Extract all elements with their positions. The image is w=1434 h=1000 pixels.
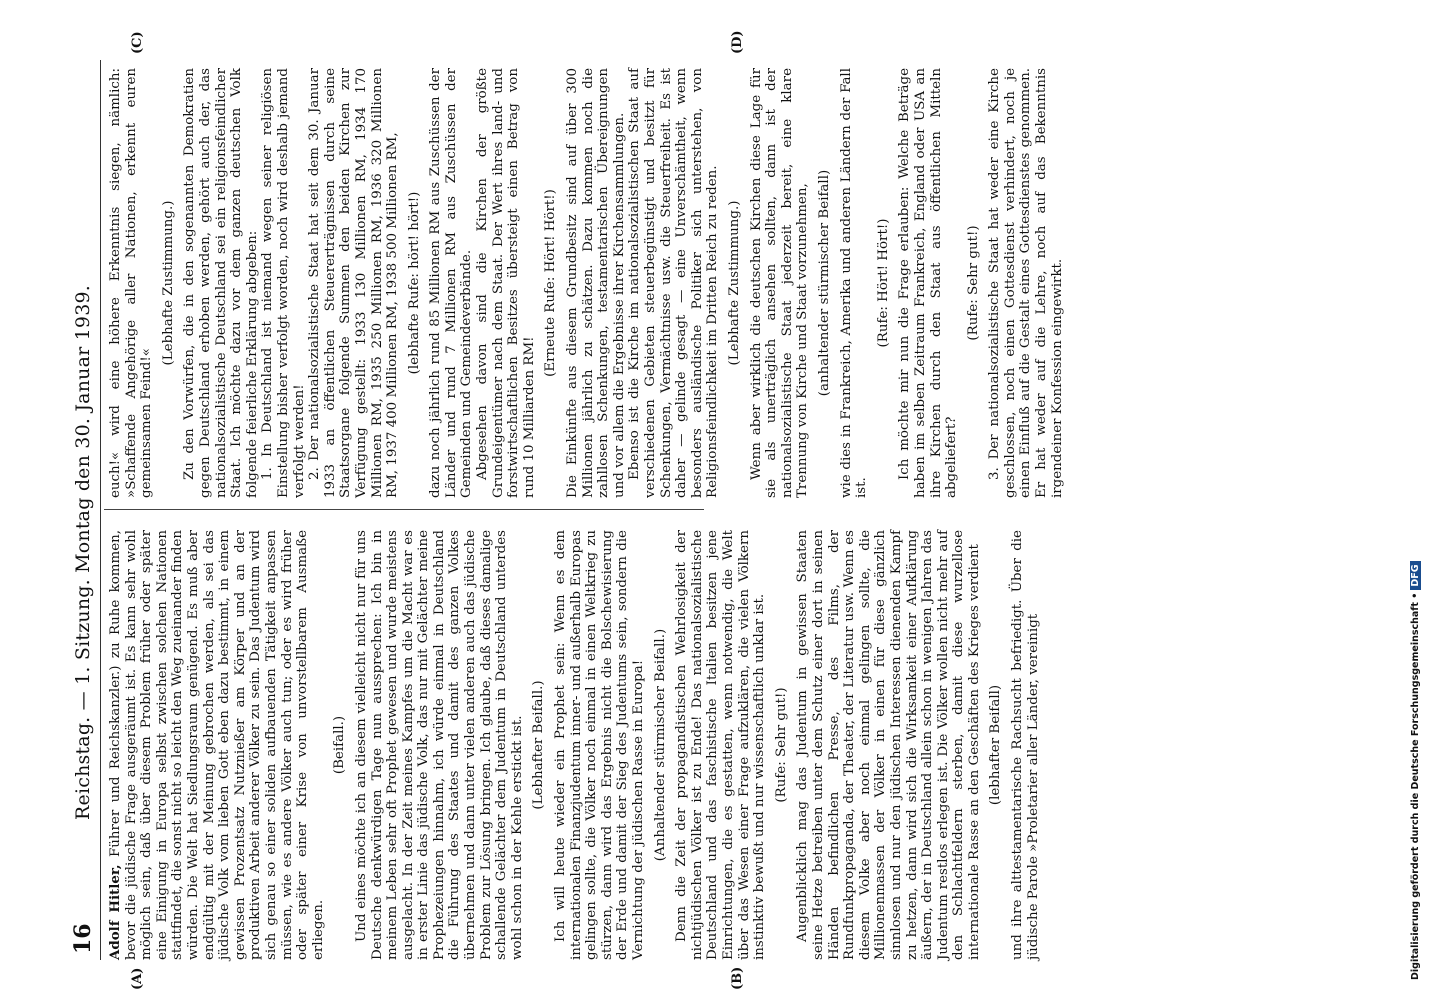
interjection [543,68,559,498]
paragraph-text: 1. In Deutschland ist niemand wegen seiner religiösen Einstellung bisher verfolgt worden, noch wird deshalb jemand verfolgt werden! [260,68,307,498]
paragraph [987,68,1065,498]
paragraph [260,68,307,498]
margin-marker-c: (C) [130,31,145,54]
paragraph-text: (Rufe: Sehr gut!) [965,225,981,341]
paragraph [553,530,647,960]
paragraph [795,530,982,960]
interjection [727,68,743,498]
paragraph [182,68,260,498]
paragraph-text: (Rufe: Sehr gut!) [773,687,789,803]
paragraph-text: (Lebhafte Zustimmung.) [726,200,742,366]
paragraph-text: Zu den Vorwürfen, die in den sogenannten Demokratien gegen Deutschland erhoben werden, gehört auch der, das nationalsozialistische Deutschland sei ein religionsfeindlicher Staat. Ich möchte dazu vor dem ganzen deutschen Volk folgende feierliche Erklärung abgeben: [182,68,260,498]
paragraph-text: (anhaltender stürmischer Beifall) [816,169,832,397]
paragraph-text: Augenblicklich mag das Judentum in gewissen Staaten seine Hetze betreiben unter dem Schutz einer dort in seinen Händen befindlichen Presse, des Films, der Rundfunkpropaganda, der Theater, der Literatur usw. Wenn es diesem Volke aber noch einmal gelingen sollte, die Millionenmassen der Völker in einen für diese gänzlich sinnlosen und nur den jüdischen Interessen dienenden Kampf zu hetzen, dann wird sich die Wirksamkeit einer Aufklärung äußern, der in Deutschland allein schon in wenigen Jahren das Judentum restlos erlegen ist. Die Völker wollen nicht mehr auf den Schlachtfeldern sterben, damit diese wurzellose internationale Rasse an den Geschäften des Krieges verdient [795,530,982,960]
interjection [531,530,547,960]
paragraph-text: Die Einkünfte aus diesem Grundbesitz sind auf über 300 Millionen jährlich zu schätzen. Dazu kommen noch die zahllosen Schenkungen, testamentarischen Übereignungen und vor allem die Ergebnisse ihrer Kirchensammlungen. [565,68,627,498]
running-header [70,60,100,960]
paragraph-text: Führer und Reichskanzler.) zu Ruhe kommen, bevor die jüdische Frage ausgeräumt ist. Es kann sehr wohl möglich sein, daß über diesem Problem früher oder später eine Einigung in Europa selbst zwischen solchen Nationen stattfindet, die sonst nicht so leicht den Weg zueinander finden würden. Die Welt hat Siedlungsraum genügend. Es muß aber endgültig mit der Meinung gebrochen werden, als sei das jüdische Volk vom lieben Gott eben dazu bestimmt, in einem gewissen Prozentsatz Nutznießer am Körper und an der produktiven Arbeit anderer Völker zu sein. Das Judentum wird sich genau so einer soliden aufbauenden Tätigkeit anpassen müssen, wie es andere Völker auch tun; oder es wird früher oder später einer Krise von unvorstellbarem Ausmaße erliegen. [108,529,326,960]
interjection [653,530,669,960]
reichstag-protocol-sheet [70,30,1350,990]
paragraph-text: (Anhaltender stürmischer Beifall.) [652,628,668,862]
interjection [161,68,177,498]
page-number: 16 [70,923,96,954]
side-caption [1404,0,1434,1000]
paragraph [108,68,155,498]
paragraph-text: Wenn aber wirklich die deutschen Kirchen diese Lage für sie als unerträglich ansehen sollten, dann ist der nationalsozialistische Staat jederzeit bereit, eine klare Trennung von Kirche und Staat vorzunehmen, [748,68,811,498]
dfg-caption [1410,561,1421,980]
interjection [876,68,892,498]
paragraph-text: 3. Der nationalsozialistische Staat hat weder eine Kirche geschlossen, noch einen Gottesdienst verhindert, noch je einen Einfluß auf die Gestalt eines Gottesdienstes genommen. Er hat weder auf die Lehre, noch auf das Bekenntnis irgendeiner Konfession eingewirkt. [987,68,1065,498]
paragraph [108,530,326,960]
paragraph-text: (Rufe: Hört! Hört!) [875,218,891,348]
paragraph-text: Und eines möchte ich an diesem vielleicht nicht nur für uns Deutsche denkwürdigen Tage nun aussprechen: Ich bin in meinem Leben sehr oft Prophet gewesen und wurde meistens ausgelacht. In der Zeit meines Kampfes um die Macht war es in erster Linie das jüdische Volk, das nur mit Gelächter meine Prophezeiungen hinnahm, ich würde einmal in Deutschland die Führung des Staates und damit des ganzen Volkes übernehmen und dann unter vielen anderen auch das jüdische Problem zur Lösung bringen. Ich glaube, daß dieses damalige schallende Gelächter dem Judentum in Deutschland unterdes wohl schon in der Kehle erstickt ist. [353,530,525,960]
speaker-name: Adolf Hitler, [107,864,123,960]
paragraph [897,68,959,498]
paragraph [674,530,768,960]
paragraph-text: (lebhafter Beifall) [988,684,1004,806]
paragraph [354,530,526,960]
header-rule [100,60,101,960]
paragraph [428,68,475,498]
running-head-title: Reichstag. — 1. Sitzung. Montag den 30. Januar 1939. [72,284,94,820]
paragraph-text: (lebhafte Rufe: hört! hört!) [406,191,422,375]
interjection [332,530,348,960]
interjection [817,68,833,498]
paragraph-text: Ich will heute wieder ein Prophet sein: Wenn es dem internationalen Finanzjudentum inner- und außerhalb Europas gelingen sollte, die Völker noch einmal in einen Weltkrieg zu stürzen, dann wird das Ergebnis nicht die Bolschewisierung der Erde und damit der Sieg des Judentums sein, sondern die Vernichtung der jüdischen Rasse in Europa! [553,530,646,960]
paragraph-text: Abgesehen davon sind die Kirchen der größte Grundeigentümer nach dem Staat. Der Wert ihres land- und forstwirtschaftlichen Besitzes übersteigt einen Betrag von rund 10 Milliarden RM! [475,68,537,498]
paragraph [565,68,627,498]
paragraph-text: Ich möchte mir nun die Frage erlauben: Welche Beträge haben im selben Zeitraum Frankreich, England oder USA an ihre Kirchen durch den Staat aus öffentlichen Mitteln abgeliefert? [897,68,960,498]
interjection [407,68,423,498]
paragraph-text: euch!« wird eine höhere Erkenntnis siegen, nämlich: »Schaffende Angehörige aller Nationen, erkennt euren gemeinsamen Feind!« [108,68,155,498]
paragraph [1010,530,1041,960]
interjection [774,530,790,960]
left-column [108,530,1041,960]
interjection [966,68,982,498]
paragraph-text: (Erneute Rufe: Hört! Hört!) [543,189,559,377]
paragraph [749,68,811,498]
paragraph-text: (Lebhafter Beifall.) [531,680,547,810]
paragraph [839,68,870,498]
paragraph [627,68,721,498]
paragraph-text: dazu noch jährlich rund 85 Millionen RM aus Zuschüssen der Länder und rund 7 Millionen RM aus Zuschüssen der Gemeinden und Gemeindeverbände. [428,68,475,498]
margin-marker-b: (B) [730,966,745,990]
paragraph-text: (Lebhafte Zustimmung.) [160,200,176,366]
paragraph-text: Ebenso ist die Kirche im nationalsozialistischen Staat auf verschiedenen Gebieten steuerbegünstigt und besitzt für Schenkungen, Vermächtnisse usw. die Steuerfreiheit. Es ist daher — gelinde gesagt — eine Unverschämtheit, wenn besonders ausländische Politiker sich unterstehen, von Religionsfeindlichkeit im Dritten Reich zu reden. [627,68,721,498]
right-column [108,68,1065,498]
paragraph [307,68,401,498]
paragraph-text: Denn die Zeit der propagandistischen Wehrlosigkeit der nichtjüdischen Völker ist zu Ende! Das nationalsozialistische Deutschland und das faschistische Italien besitzen jene Einrichtungen, die es gestatten, wenn notwendig, die Welt über das Wesen einer Frage aufzuklären, die vielen Völkern instinktiv bewußt und nur wissenschaftlich unklar ist. [674,530,768,960]
paragraph [475,68,537,498]
paragraph-text: (Beifall.) [332,715,348,775]
dfg-caption-text: Digitalisierung gefördert durch die Deutsche Forschungsgemeinschaft • [1410,592,1421,980]
paragraph-text: und ihre alttestamentarische Rachsucht befriedigt. Über die jüdische Parole »Proletarier aller Länder, vereinigt [1010,530,1041,960]
interjection [988,530,1004,960]
dfg-logo: DFG [1410,561,1421,589]
paragraph-text: 2. Der nationalsozialistische Staat hat seit dem 30. Januar 1933 an öffentlichen Steuererträgnissen durch seine Staatsorgane folgende Summen den beiden Kirchen zur Verfügung gestellt: 1933 130 Millionen RM, 1934 170 Millionen RM, 1935 250 Millionen RM, 1936 320 Millionen RM, 1937 400 Millionen RM, 1938 500 Millionen RM, [307,68,401,498]
paragraph-text: wie dies in Frankreich, Amerika und anderen Ländern der Fall ist. [838,68,870,498]
margin-marker-d: (D) [730,30,745,54]
column-divider [104,509,704,510]
margin-marker-a: (A) [130,967,145,990]
